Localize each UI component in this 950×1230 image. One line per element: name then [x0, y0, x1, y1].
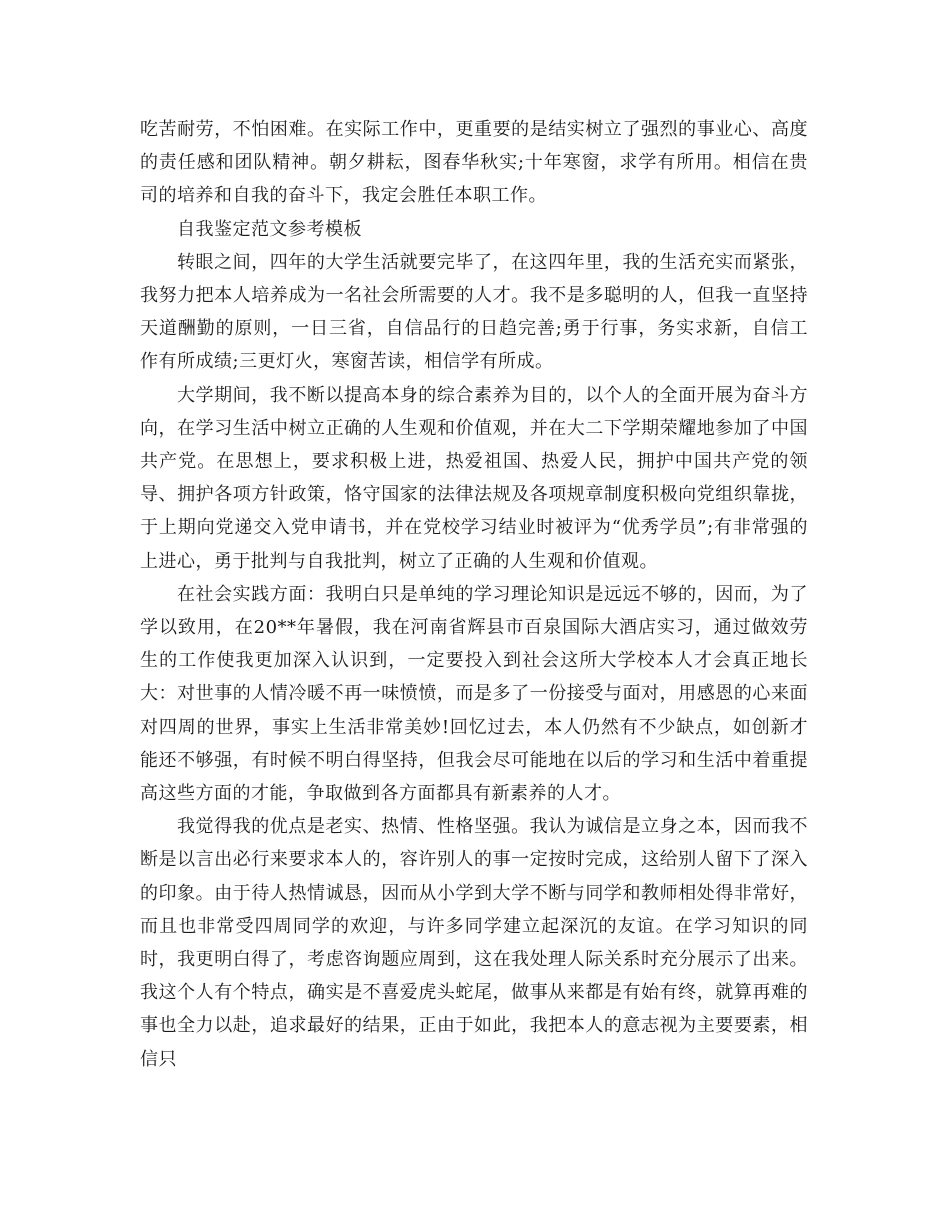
section-heading: 自我鉴定范文参考模板	[177, 218, 362, 240]
paragraph-continuation: 吃苦耐劳，不怕困难。在实际工作中，更重要的是结实树立了强烈的事业心、高度的责任感和团队精神。朝夕耕耘，图春华秋实;十年寒窗，求学有所用。相信在贵司的培养和自我的奋斗下，我定会胜任本职工作。	[140, 119, 808, 207]
paragraph-strengths: 我觉得我的优点是老实、热情、性格坚强。我认为诚信是立身之本，因而我不断是以言出必行来要求本人的，容许别人的事一定按时完成，这给别人留下了深入的印象。由于待人热情诚恳，因而从小学到大学不断与同学和教师相处得非常好，而且也非常受四周同学的欢迎，与许多同学建立起深沉的友谊。在学习知识的同时，我更明白得了，考虑咨询题应周到，这在我处理人际关系时充分展示了出来。我这个人有个特点，确实是不喜爱虎头蛇尾，做事从来都是有始有终，就算再难的事也全力以赴，追求最好的结果，正由于如此，我把本人的意志视为主要要素，相信只	[140, 816, 808, 1070]
paragraph-intro: 转眼之间，四年的大学生活就要完毕了，在这四年里，我的生活充实而紧张，我努力把本人培养成为一名社会所需要的人才。我不是多聪明的人，但我一直坚持天道酬勤的原则，一日三省，自信品行的日趋完善;勇于行事，务实求新，自信工作有所成绩;三更灯火，寒窗苦读，相信学有所成。	[140, 251, 808, 373]
paragraph-university: 大学期间，我不断以提高本身的综合素养为目的，以个人的全面开展为奋斗方向，在学习生活中树立正确的人生观和价值观，并在大二下学期荣耀地参加了中国共产党。在思想上，要求积极上进，热爱祖国、热爱人民，拥护中国共产党的领导、拥护各项方针政策，恪守国家的法律法规及各项规章制度积极向党组织靠拢，于上期向党递交入党申请书，并在党校学习结业时被评为“优秀学员”;有非常强的上进心，勇于批判与自我批判，树立了正确的人生观和价值观。	[140, 384, 808, 572]
paragraph-social-practice: 在社会实践方面：我明白只是单纯的学习理论知识是远远不够的，因而，为了学以致用，在20**年暑假，我在河南省辉县市百泉国际大酒店实习，通过做效劳生的工作使我更加深入认识到，一定要投入到社会这所大学校本人才会真正地长大：对世事的人情冷暖不再一味愤愤，而是多了一份接受与面对，用感恩的心来面对四周的世界，事实上生活非常美妙!回忆过去，本人仍然有不少缺点，如创新才能还不够强，有时候不明白得坚持，但我会尽可能地在以后的学习和生活中着重提高这些方面的才能，争取做到各方面都具有新素养的人才。	[140, 583, 808, 805]
document-body	[140, 113, 808, 1076]
